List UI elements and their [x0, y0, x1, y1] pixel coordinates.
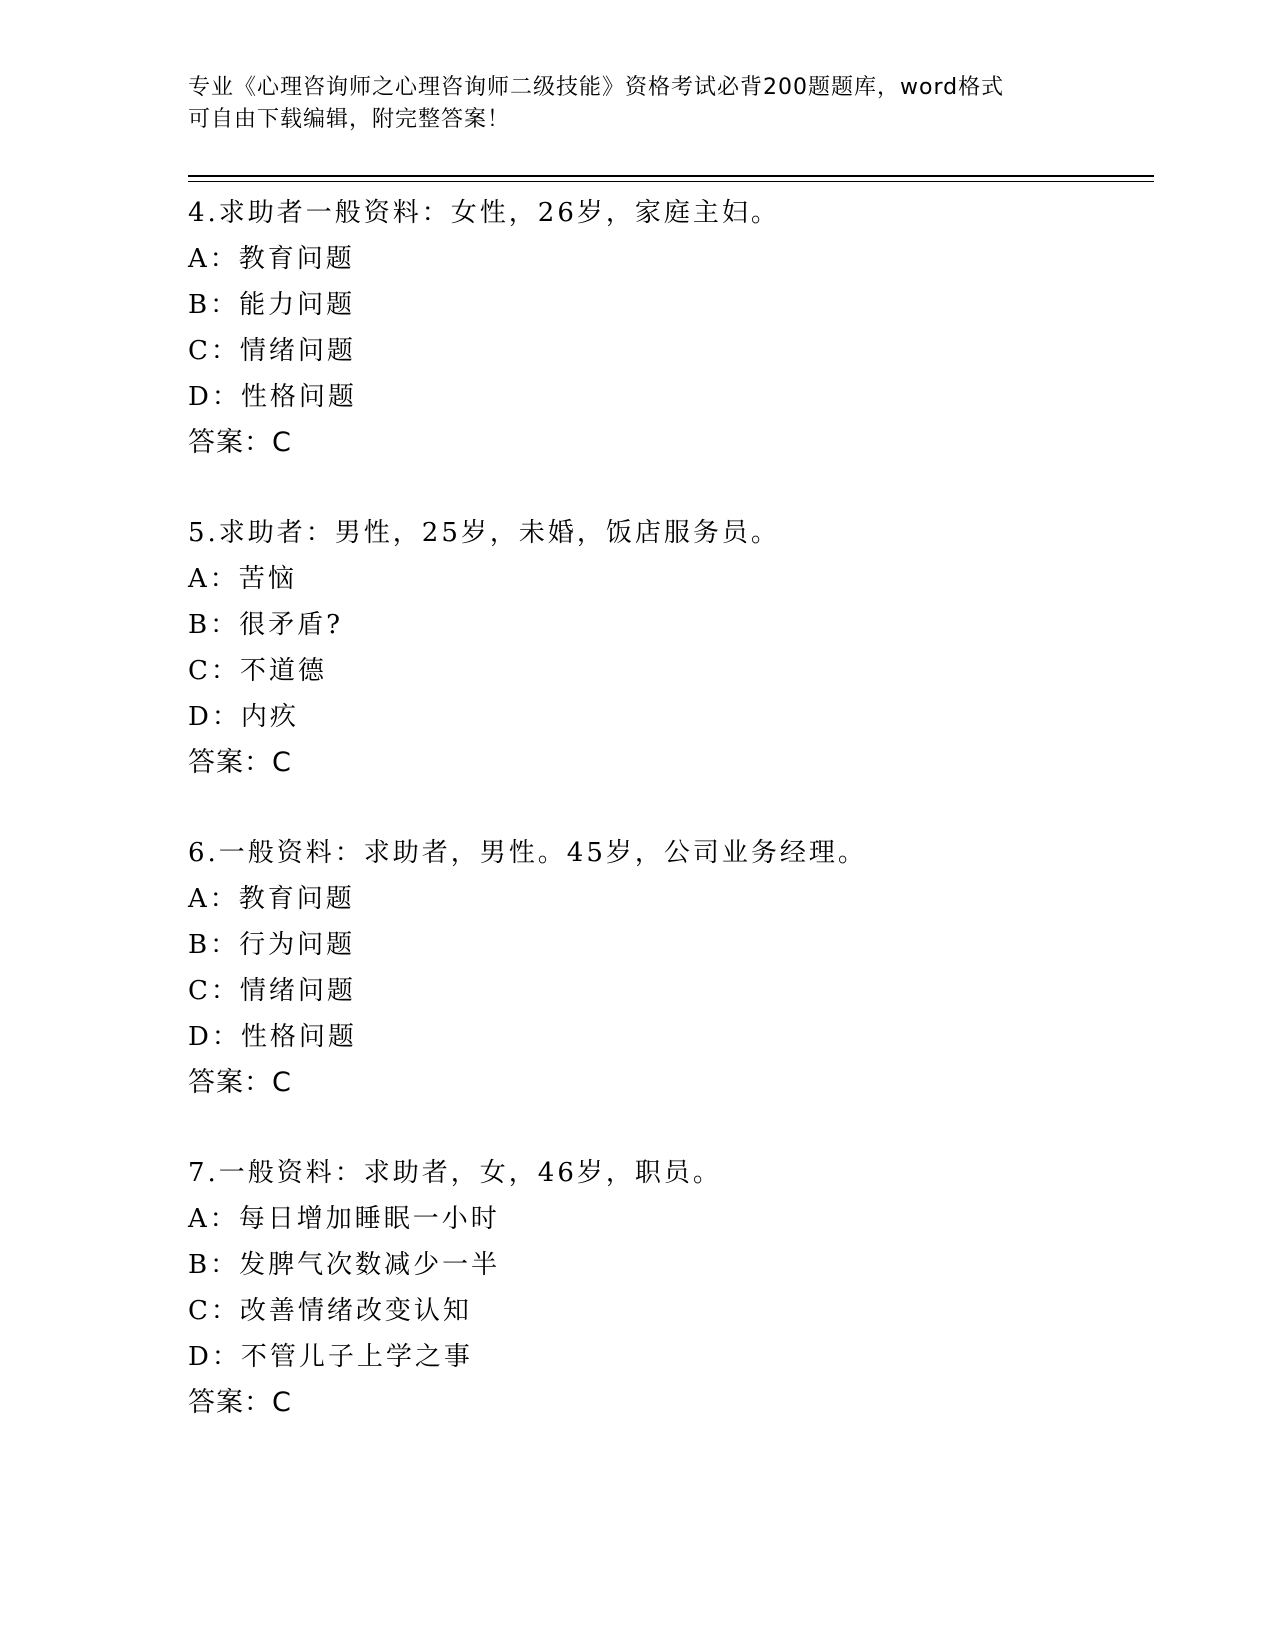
- header-divider-thick: [188, 175, 1154, 177]
- header-line-1: 专业《心理咨询师之心理咨询师二级技能》资格考试必背200题题库，word格式: [188, 75, 1005, 100]
- option-c: C：不道德: [188, 656, 327, 686]
- option-b: B：能力问题: [188, 290, 356, 320]
- option-d: D：不管儿子上学之事: [188, 1342, 473, 1372]
- option-c: C：改善情绪改变认知: [188, 1296, 472, 1326]
- option-a: A：教育问题: [188, 884, 355, 914]
- option-c: C：情绪问题: [188, 976, 356, 1006]
- option-a: A：每日增加睡眠一小时: [188, 1204, 500, 1234]
- question-5: [188, 510, 1154, 830]
- header-divider-thin: [188, 181, 1154, 182]
- option-a: A：苦恼: [188, 564, 297, 594]
- option-c: C：情绪问题: [188, 336, 356, 366]
- option-a: A：教育问题: [188, 244, 355, 274]
- answer-label: 答案：C: [188, 747, 292, 778]
- option-b: B：发脾气次数减少一半: [188, 1250, 501, 1280]
- answer-label: 答案：C: [188, 1387, 292, 1418]
- option-d: D：性格问题: [188, 382, 357, 412]
- question-7: [188, 1150, 1154, 1470]
- option-b: B：很矛盾?: [188, 610, 344, 640]
- question-stem: 4.求助者一般资料：女性，26岁，家庭主妇。: [188, 198, 780, 228]
- question-stem: 7.一般资料：求助者，女，46岁，职员。: [188, 1158, 722, 1188]
- question-stem: 6.一般资料：求助者，男性。45岁，公司业务经理。: [188, 838, 867, 868]
- header-line-2: 可自由下载编辑，附完整答案！: [188, 107, 511, 132]
- question-list: [188, 190, 1154, 1470]
- option-b: B：行为问题: [188, 930, 356, 960]
- question-4: [188, 190, 1154, 510]
- question-6: [188, 830, 1154, 1150]
- document-header: [188, 72, 1088, 136]
- option-d: D：内疚: [188, 702, 299, 732]
- answer-label: 答案：C: [188, 427, 292, 458]
- question-stem: 5.求助者：男性，25岁，未婚，饭店服务员。: [188, 518, 780, 548]
- option-d: D：性格问题: [188, 1022, 357, 1052]
- answer-label: 答案：C: [188, 1067, 292, 1098]
